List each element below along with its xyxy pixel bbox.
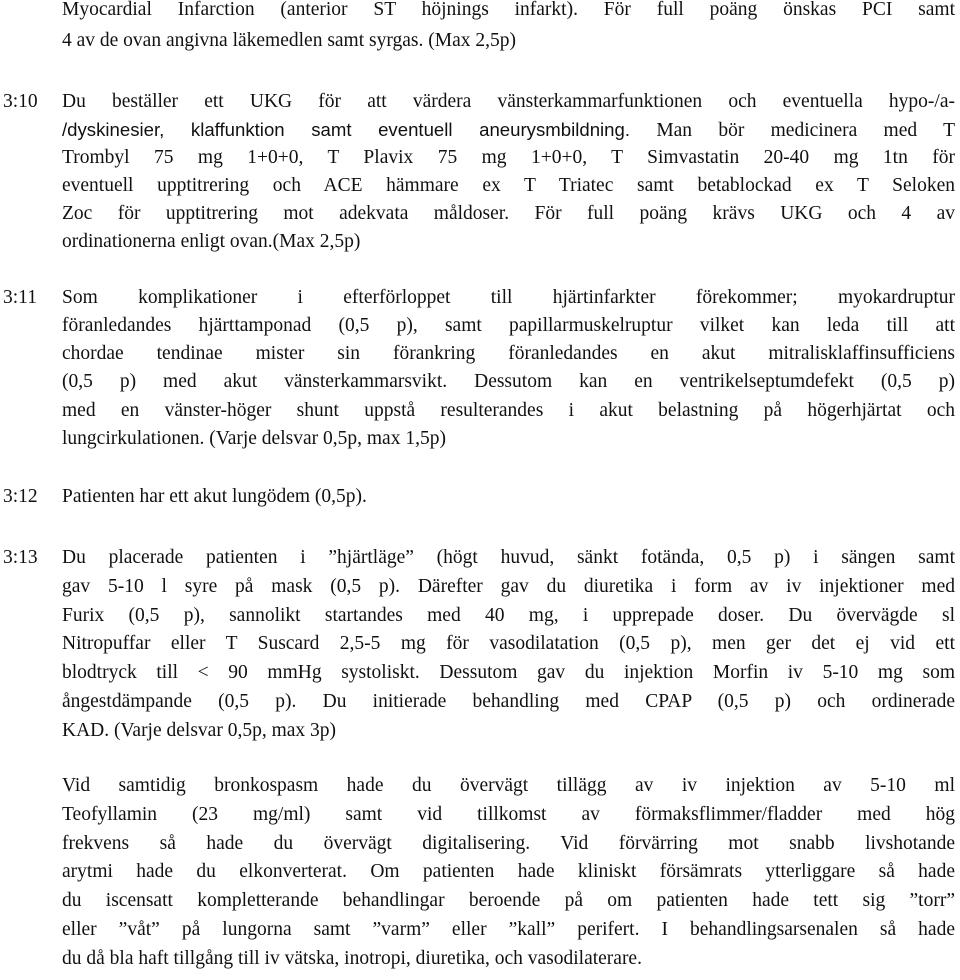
intro-line-2: 4 av de ovan angivna läkemedlen samt syrgas. (Max 2,5p) xyxy=(62,30,516,51)
question-number-3-10: 3:10 xyxy=(3,91,38,112)
extra-line-2: Teofyllamin (23 mg/ml) samt vid tillkomst av förmaksflimmer/fladder med hög xyxy=(62,804,955,825)
q313-line-5: blodtryck till < 90 mmHg systoliskt. Dessutom gav du injektion Morfin iv 5-10 mg som xyxy=(62,662,955,683)
q313-line-7: KAD. (Varje delsvar 0,5p, max 3p) xyxy=(62,720,337,741)
extra-line-4: arytmi hade du elkonverterat. Om patienten hade kliniskt försämrats ytterliggare så hade xyxy=(62,861,955,882)
q313-line-1: Du placerade patienten i ”hjärtläge” (högt huvud, sänkt fotända, 0,5 p) i sängen samt xyxy=(62,547,955,568)
q313-line-6: ångestdämpande (0,5 p). Du initierade behandling med CPAP (0,5 p) och ordinerade xyxy=(62,691,955,712)
q310-line-2 xyxy=(62,118,955,143)
question-number-3-13: 3:13 xyxy=(3,547,38,568)
intro-line-1: Myocardial Infarction (anterior ST höjnings infarkt). För full poäng önskas PCI samt xyxy=(62,0,955,20)
q310-line-4: eventuell upptitrering och ACE hämmare ex T Triatec samt betablockad ex T Seloken xyxy=(62,175,955,196)
q313-line-3: Furix (0,5 p), sannolikt startandes med 40 mg, i upprepade doser. Du övervägde sl xyxy=(62,605,955,626)
q311-line-5: med en vänster-höger shunt uppstå resulterandes i akut belastning på högerhjärtat och xyxy=(62,400,955,421)
question-number-3-11: 3:11 xyxy=(3,287,37,308)
extra-line-7: du då bla haft tillgång till iv vätska, inotropi, diuretika, och vasodilaterare. xyxy=(62,948,642,969)
q310-line-2-sans: /dyskinesier, klaffunktion samt eventuell aneurysmbildning. xyxy=(62,119,631,140)
q310-line-6: ordinationerna enligt ovan.(Max 2,5p) xyxy=(62,231,361,252)
q311-line-2: föranledandes hjärttamponad (0,5 p), samt papillarmuskelruptur vilket kan leda till att xyxy=(62,315,955,336)
q311-line-1: Som komplikationer i efterförloppet till hjärtinfarkter förekommer; myokardruptur xyxy=(62,287,955,308)
q310-line-5: Zoc för upptitrering mot adekvata måldoser. För full poäng krävs UKG och 4 av xyxy=(62,203,955,224)
extra-line-1: Vid samtidig bronkospasm hade du övervägt tillägg av iv injektion av 5-10 ml xyxy=(62,775,955,796)
extra-line-6: eller ”våt” på lungorna samt ”varm” eller ”kall” perifert. I behandlingsarsenalen så hade xyxy=(62,919,955,940)
q310-line-2-serif: Man bör medicinera med T xyxy=(630,120,955,141)
q310-line-3: Trombyl 75 mg 1+0+0, T Plavix 75 mg 1+0+0, T Simvastatin 20-40 mg 1tn för xyxy=(62,147,955,168)
q313-line-2: gav 5-10 l syre på mask (0,5 p). Därefter gav du diuretika i form av iv injektioner med xyxy=(62,576,955,597)
extra-line-3: frekvens så hade du övervägt digitalisering. Vid förvärring mot snabb livshotande xyxy=(62,833,955,854)
q311-line-4: (0,5 p) med akut vänsterkammarsvikt. Dessutom kan en ventrikelseptumdefekt (0,5 p) xyxy=(62,371,955,392)
question-number-3-12: 3:12 xyxy=(3,486,38,507)
q311-line-3: chordae tendinae mister sin förankring föranledandes en akut mitralisklaffinsufficiens xyxy=(62,343,955,364)
q310-line-1: Du beställer ett UKG för att värdera vänsterkammarfunktionen och eventuella hypo-/a- xyxy=(62,91,955,112)
q311-line-6: lungcirkulationen. (Varje delsvar 0,5p, max 1,5p) xyxy=(62,428,446,449)
extra-line-5: du iscensatt kompletterande behandlingar beroende på om patienten hade tett sig ”torr” xyxy=(62,890,955,911)
q313-line-4: Nitropuffar eller T Suscard 2,5-5 mg för vasodilatation (0,5 p), men ger det ej vid ett xyxy=(62,633,955,654)
q312-line-1: Patienten har ett akut lungödem (0,5p). xyxy=(62,486,367,507)
